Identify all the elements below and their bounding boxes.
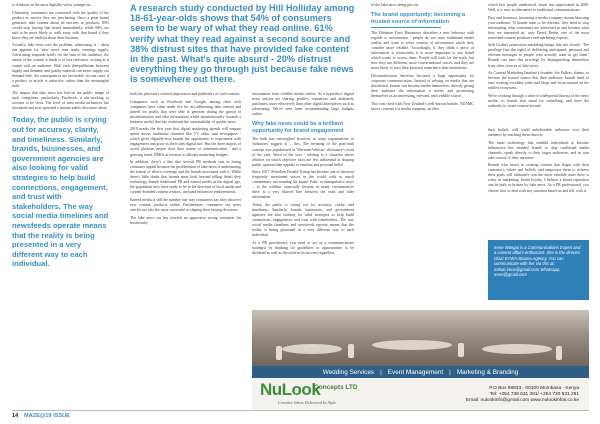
- paragraph: Seth Godin's permission marketing brings this one clearly: 'The privilege (not the right) of delivering anticipated, personal and relevant messages to people who actually want to get them.' Brands can earn this privilege by distinguishing themselves from other sources of fake news.: [488, 43, 589, 68]
- section-heading-text: Why fake news could be a brilliant opportunity for brand engagement: [252, 121, 344, 134]
- paragraph: their beliefs, will wield unbelievable influence over their audience by reaching them directly.: [488, 128, 589, 138]
- page-footer: [0, 410, 600, 424]
- decor-chair: [556, 346, 562, 360]
- paragraph: Decentralization therefore becomes a huge opportunity for corporate communication. Instead of relying on media that are distributed, brands can become media themselves, directly giving their audience the information it needs, and positioning themselves as an interesting, relevant, and credible source.: [371, 73, 474, 99]
- paragraph: In addition, there's a fine that several PR methods cast in losing consumer appeal because the proliferation of fake news is undermining the format of advice coverage and the brands associated with it. While there's little doubt that brands must look beyond telling detail they technology brands traditional PR and earned media as the digital age, the population now have ready to be in the direction of local media and content-branded content creators, and paid influencer endorsements.: [130, 160, 241, 195]
- paragraph: Earned media is still the number one way consumers say they discover new content, products online. Furthermore, consumers say news articles are also the most successful at shaping their buying decisions.: [130, 197, 241, 212]
- paragraph: of the fake news being put out.: [371, 3, 420, 7]
- telephone: Tel: +254 738 631 381/ +254 720 531 291: [489, 392, 579, 398]
- paragraph: which first people understood, much less appreciated in 2009. Well, it is now as alternative to traditional communications: [488, 3, 589, 13]
- section-heading-text: The brand opportunity; becoming a trusted source of information: [371, 12, 466, 25]
- services-band: [252, 366, 589, 378]
- paragraph: The impact that fake news has had on the public image of such companies, particularly Facebook, a ubi-working to account to be clear. The level of trust media influences has decreased and now spawned a mature public discourse about: [12, 91, 109, 111]
- logo-subtitle: Concepts LTD: [314, 384, 358, 391]
- author-bio-box: [488, 240, 589, 300]
- service-label: Marketing & Branding: [456, 368, 519, 376]
- paragraph: We're working through a time of widespread distrust of the news media, so brands that stand for something, and have the authority to create content around: [488, 93, 589, 108]
- paragraph: Companies such as Facebook and Google, among other tech companies have come under fire for not addressing fake content and indeed for profits that were able to generate during the spread of misinformation and fake information whilst simultaneously towards a business model that has weakened the sustainability of quality news.: [130, 99, 241, 124]
- page-number: 14: [12, 413, 19, 419]
- decor-table: [282, 344, 342, 354]
- paragraph: This was cited with New Zealand's well-known brands. NZAMC (news content) is a media company, an idea: [371, 101, 474, 111]
- section-heading: [252, 121, 354, 134]
- separator: |: [449, 368, 451, 376]
- paragraph: Brands who invest in creating content that aligns with their customer's values and beliefs, and empowers them to achieve their goals will ultimately win the most valuable asset there is today in marketing, brand loyalty. I believe a brand reputation can be built or broken by fake news. As a PR professional, you choose how to deal with any situation based on and tell, with it.: [488, 163, 589, 193]
- paragraph: The fake news era has exacted an oppressive strong consumer for trustworthy: [130, 215, 241, 225]
- article-column-4: [371, 3, 474, 114]
- paragraph: Actually, fake news isn't the problem; advertising is - when our appetite for 'new' news runs ready, earnings supply. Advertising responds solely for the sum of the audience, the nature of the content it funds is of less relevance, as long as it comes with an audience. With each disequilibrium between supply and demand, and quality material can never supply our demand-side, the consequences are inevitable: no one cares if a product or article is attractive, rather than the meaningful truth.: [12, 43, 109, 88]
- paragraph: Since 2017, President Donald Trump has become one of the most frequently mentioned voices in the world with so much commentary surrounding his brand. Fake, or manipulative news ... to the wildfire, especially because in many circumstances there is a very blurred line between the truth and false information.: [252, 170, 354, 200]
- decor-chair: [276, 346, 282, 360]
- heading-rule: [371, 27, 441, 28]
- event-venue-photo: [252, 310, 589, 366]
- paragraph: First and foremost, becoming a media company means knowing your audience. 'If brands want to be relevant, they need to stop interrupting what consumers are interested in and become what they are interested in,' says David Beebe, one of the most renowned content producers and marketing experts.: [488, 15, 589, 40]
- paragraph: As a PR practitioner, you need to act as a communications strategist by thinking for guidelines or opportunities to be dividend as well as the criteria for success regardless: [252, 240, 354, 255]
- decor-table: [482, 344, 552, 354]
- footer-rule: [12, 410, 589, 411]
- article-column-1: [12, 3, 109, 273]
- paragraph: 2019 marks the first year that digital marketing spends will surpass spend across traditional channels like TV, radio, and newspapers - which gives digitally-tech brands the opportunity to experiment with engagement and grow as their sites digital turf. But the three majors of social platform proper does their nature of communication - and a growing trend, DMOs at relation to allocate marketing budgets.: [130, 127, 241, 157]
- paragraph: both the platform's societal importance and publishers of such content.: [130, 92, 240, 96]
- nulook-advertisement: [252, 310, 589, 410]
- service-label: Event Management: [387, 368, 444, 376]
- paragraph: The truth has outweighed however, as some organisations or 'industries' suggest is ... this. The meaning of the post-truth concept was popularised as 'Merriam-Webster' dictionary's word of the year. Word of the year - relating to a situation where reliance on which objective facts are less influential in shaping public opinion than appeals to emotion and personal belief.: [252, 137, 354, 167]
- separator: |: [380, 368, 382, 376]
- magazine-issue: MAZE@19 ISSUE: [24, 413, 70, 419]
- paragraph: Ultimately, consumers are concerned with the quality of the product or service they are purchasing. Once a great brand generates fake content about its services or products, 89% would stop buying that brand immediately, while 68% are said to be more likely to walk away with that brand if they know they are truthful about their business.: [12, 10, 109, 40]
- pull-quote: Today, the public is crying out for accuracy, clarity, and timeliness. Similarly, brands, businesses, and government agencies are also looking for valid strategies to help build connections, engagement, and trust with stakeholders. The way social media timelines and newsfeeds operate means that the reality is being presented in a very different way to each individual.: [12, 115, 109, 269]
- logo-wordmark: NuLook: [260, 380, 321, 399]
- po-box: P.O Box 88833 - 00100 Mombasa - Kenya: [489, 386, 579, 391]
- decor-table: [372, 340, 452, 350]
- article-column-2: [130, 92, 241, 228]
- ad-contact-details: [466, 386, 579, 405]
- paragraph: The same technology that enabled individuals to become influencers has enabled brands to skip traditional media channels, speak directly to their target audiences, and in turn take control of their narrative.: [488, 140, 589, 160]
- logo-tagline: Creative Ideas Delivered In Style: [278, 400, 337, 405]
- paragraph: information from credible media outlets. As a byproduct, digital news articles are sharing, profiles, reputation, and ultimately purchases, more effectively than other digital alternatives such as advertising. We've seen been recommending large budgets online.: [252, 92, 354, 117]
- article-column-5: [488, 3, 589, 111]
- article-column-5-continued: [488, 128, 589, 196]
- article-column-3: [252, 92, 354, 258]
- paragraph: Today, the public is crying out for accuracy, clarity, and timeliness. Similarly, brands, businesses, and government agencies are also looking for valid strategies to help build connections, engagement, and trust with stakeholders. The way social media timelines and newsfeeds operate means that the reality is being presented in a very different way to each individual.: [252, 202, 354, 238]
- nulook-logo: [260, 380, 380, 408]
- paragraph: The Edelman Trust Barometer describes a new behavior with regards to information - people do not trust traditional media outlets and want to solve sources of information which they consider more reliable. Accordingly, if they think a piece of information is trustworthy it is more important to any brand which wants to access them. People still look for the truth, but now they use different, more conversational voices, and they are more likely to trust their personal experience than institutions.: [371, 31, 474, 71]
- author-bio-text: Irene Wangui is a Communications Expert and a content affairs enthusiast. She is the director Olazi EYWA-Bauma Agency. You can communicate with her via this at: mthuti.irene@gmail.com Whatsapp: Irene@gmail.com: [494, 245, 581, 278]
- decor-chair: [348, 344, 354, 358]
- paragraph: to Amazon on the most digitally-savvy younger m...: [12, 3, 94, 7]
- decor-chair: [458, 343, 464, 357]
- email-website: Email: nulookinfo@gmail.com www.nulookinfos.co.ke: [465, 398, 579, 404]
- article-headline: A research study conducted by Hill Holliday among 18-61-year-olds shows that 54% of consumers seem to be wary of what they read online. 61% verify what they read against a second source and 38% distrust sites that have provided fake content in the past. What's quite absurd - 20% distrust everything they go through just because fake news is somewhere out there.: [130, 3, 355, 85]
- paragraph: As Content Marketing Institute's founder, Joe Pulizzi, claims, to become the trusted source that their audience, brands need to start creating excellent video and blogs and focus instead on the unified ecosystem.: [488, 71, 589, 91]
- section-heading: [371, 12, 474, 28]
- service-label: Wedding Services: [322, 368, 375, 376]
